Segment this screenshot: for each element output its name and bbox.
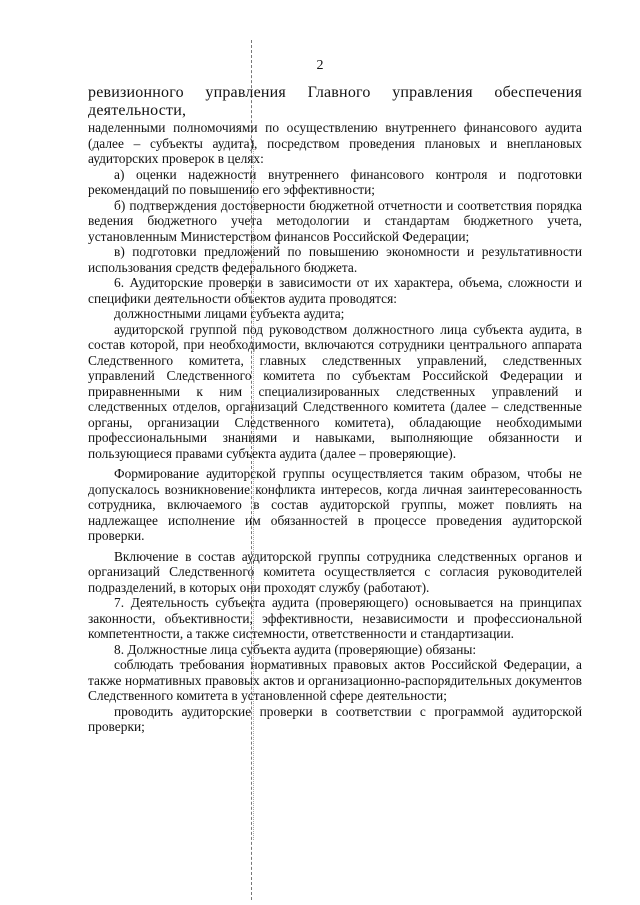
paragraph: должностными лицами субъекта аудита; bbox=[114, 306, 345, 321]
document-body bbox=[88, 84, 582, 735]
paragraph: аудиторской группой под руководством должностного лица субъекта аудита, в состав которой, при необходимости, включаются сотрудники центрального аппарата Следственного комитета, главных следственных управлений, следственных управлений Следственного комитета по субъектам Российской Федерации и приравненными к ним специализированных следственных управлений и следственных отделов, организаций Следственного комитета (далее – следственные органы, организации Следственного комитета), обладающие необходимыми профессиональными знаниями и навыками, выполняющие обязанности и пользующиеся правами субъекта аудита (далее – проверяющие). bbox=[88, 321, 582, 461]
paragraph: в) подготовки предложений по повышению экономности и результативности использования средств федерального бюджета. bbox=[88, 244, 582, 275]
paragraph: б) подтверждения достоверности бюджетной отчетности и соответствия порядка ведения бюджетного учета методологии и стандартам бюджетного учета, установленным Министерством финансов Российской Федерации; bbox=[88, 197, 582, 244]
paragraph: 7. Деятельность субъекта аудита (проверяющего) основывается на принципах законности, объективности, эффективности, независимости и профессиональной компетентности, а также системности, ответственности и стандартизации. bbox=[88, 595, 582, 641]
paragraph: соблюдать требования нормативных правовых актов Российской Федерации, а также нормативных правовых актов и организационно-распорядительных документов Следственного комитета в установленной сфере деятельности; bbox=[88, 657, 582, 703]
paragraph: Формирование аудиторской группы осуществляется таким образом, чтобы не допускалось возникновение конфликта интересов, когда личная заинтересованность сотрудника, включаемого в состав аудиторской группы, может повлиять на надлежащее исполнение им обязанностей в процессе проведения аудиторской проверки. bbox=[88, 466, 582, 543]
paragraph: а) оценки надежности внутреннего финансового контроля и подготовки рекомендаций по повышению его эффективности; bbox=[88, 166, 582, 197]
paragraph: 8. Должностные лица субъекта аудита (проверяющие) обязаны: bbox=[114, 641, 477, 657]
page-number: 2 bbox=[316, 58, 324, 73]
paragraph: наделенными полномочиями по осуществлению внутреннего финансового аудита (далее – субъекты аудита), посредством проведения плановых и внеплановых аудиторских проверок в целях: bbox=[88, 120, 582, 166]
paragraph: ревизионного управления Главного управления обеспечения деятельности, bbox=[88, 84, 582, 119]
paragraph: Включение в состав аудиторской группы сотрудника следственных органов и организаций Следственного комитета осуществляется с согласия руководителей подразделений, в которых они проходят службу (работают). bbox=[88, 548, 582, 595]
paragraph: проводить аудиторские проверки в соответствии с программой аудиторской проверки; bbox=[88, 703, 582, 734]
paragraph: 6. Аудиторские проверки в зависимости от их характера, объема, сложности и специфики деятельности объектов аудита проводятся: bbox=[88, 275, 582, 306]
